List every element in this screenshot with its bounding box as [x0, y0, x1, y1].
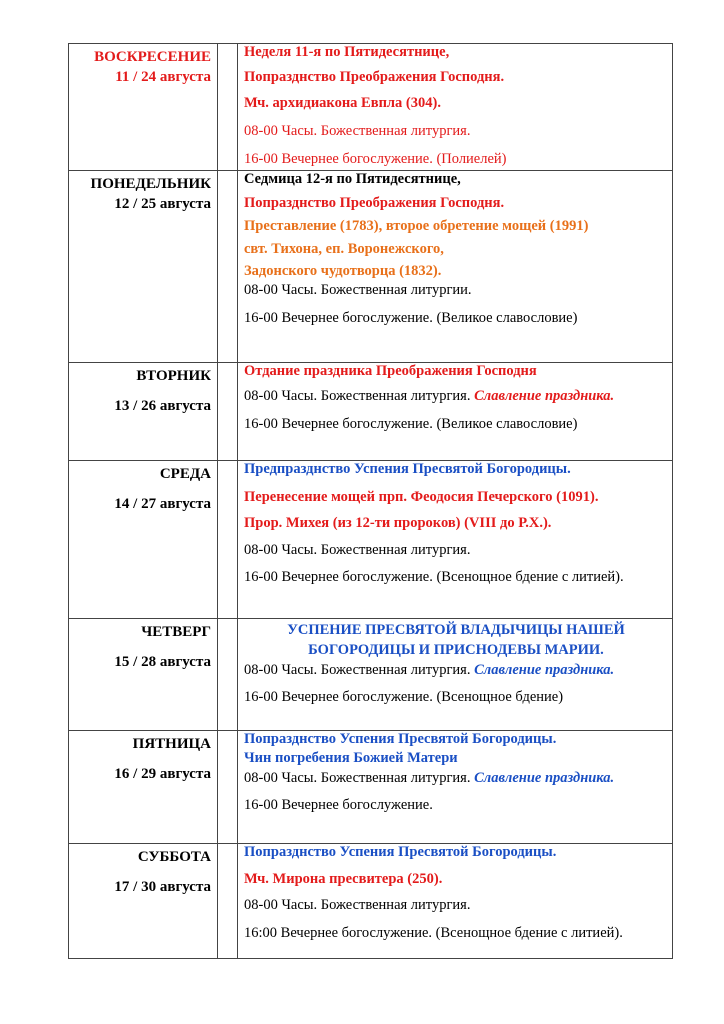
schedule-table — [68, 43, 673, 959]
service-text: свт. Тихона, еп. Воронежского, — [244, 241, 444, 257]
service-line — [244, 282, 668, 299]
service-line — [244, 218, 668, 235]
services-cell — [238, 844, 673, 959]
day-row — [69, 731, 673, 844]
day-cell — [69, 461, 218, 619]
day-date: 12 / 25 августа — [114, 196, 211, 212]
service-text: 08-00 Часы. Божественная литургии. — [244, 282, 472, 298]
spacer-cell — [218, 363, 238, 461]
day-row — [69, 171, 673, 363]
day-row — [69, 844, 673, 959]
service-text: БОГОРОДИЦЫ И ПРИСНОДЕВЫ МАРИИ. — [308, 642, 604, 658]
service-text: Седмица 12-я по Пятидесятнице, — [244, 171, 461, 187]
spacer-cell — [218, 731, 238, 844]
day-date: 14 / 27 августа — [114, 496, 211, 512]
services-cell — [238, 44, 673, 171]
service-text: 16-00 Вечернее богослужение. (Великое славословие) — [244, 416, 578, 432]
service-line — [244, 662, 668, 679]
service-text: 16-00 Вечернее богослужение. (Полиелей) — [244, 151, 507, 167]
service-line — [244, 171, 668, 188]
service-text: 16-00 Вечернее богослужение. (Всенощное бдение) — [244, 689, 564, 705]
service-text: УСПЕНИЕ ПРЕСВЯТОЙ ВЛАДЫЧИЦЫ НАШЕЙ — [287, 622, 625, 638]
service-text: Попразднство Преображения Господня. — [244, 195, 505, 211]
service-text: Отдание праздника Преображения Господня — [244, 363, 537, 379]
service-line — [244, 642, 668, 659]
day-date: 13 / 26 августа — [114, 398, 211, 414]
services-cell — [238, 619, 673, 731]
service-line — [244, 195, 668, 212]
service-line — [244, 95, 668, 112]
services-cell — [238, 363, 673, 461]
service-line — [244, 750, 668, 767]
service-text: 08-00 Часы. Божественная литургия. — [244, 542, 471, 558]
service-text: 08-00 Часы. Божественная литургия. — [244, 770, 475, 786]
service-text: Славление праздника. — [474, 388, 615, 404]
service-line — [244, 569, 668, 586]
day-name: ПОНЕДЕЛЬНИК — [90, 176, 211, 192]
day-date: 16 / 29 августа — [114, 766, 211, 782]
service-line — [244, 770, 668, 787]
spacer-cell — [218, 461, 238, 619]
service-text: Попразднство Успения Пресвятой Богородицы. — [244, 731, 557, 747]
service-line — [244, 69, 668, 86]
service-line — [244, 388, 668, 405]
service-line — [244, 515, 668, 532]
service-text: 16:00 Вечернее богослужение. (Всенощное бдение с литией). — [244, 925, 623, 941]
service-text: 08-00 Часы. Божественная литургия. — [244, 897, 471, 913]
day-cell — [69, 619, 218, 731]
service-text: 16-00 Вечернее богослужение. (Великое славословие) — [244, 310, 578, 326]
service-text: 16-00 Вечернее богослужение. — [244, 797, 433, 813]
day-name: ВОСКРЕСЕНИЕ — [94, 49, 211, 65]
services-cell — [238, 171, 673, 363]
service-text: Прор. Михея (из 12-ти пророков) (VIII до Р.Х.). — [244, 515, 552, 531]
day-cell — [69, 44, 218, 171]
day-name: СРЕДА — [159, 466, 211, 482]
service-line — [244, 897, 668, 914]
service-line — [244, 622, 668, 639]
day-cell — [69, 731, 218, 844]
service-line — [244, 689, 668, 706]
service-line — [244, 363, 668, 380]
service-line — [244, 123, 668, 140]
service-line — [244, 925, 668, 942]
day-row — [69, 461, 673, 619]
day-date: 11 / 24 августа — [115, 69, 211, 85]
day-row — [69, 619, 673, 731]
service-line — [244, 263, 668, 280]
day-row — [69, 363, 673, 461]
service-text: Мч. Мирона пресвитера (250). — [244, 871, 443, 887]
service-line — [244, 489, 668, 506]
service-text: Чин погребения Божией Матери — [244, 750, 458, 766]
day-cell — [69, 171, 218, 363]
service-text: Попразднство Преображения Господня. — [244, 69, 505, 85]
service-text: Славление праздника. — [474, 770, 615, 786]
service-text: Предпразднство Успения Пресвятой Богородицы. — [244, 461, 571, 477]
day-name: СУББОТА — [137, 849, 211, 865]
service-text: 08-00 Часы. Божественная литургия. — [244, 662, 475, 678]
day-cell — [69, 844, 218, 959]
service-line — [244, 310, 668, 327]
service-line — [244, 151, 668, 168]
service-line — [244, 44, 668, 61]
service-line — [244, 797, 668, 814]
service-line — [244, 844, 668, 861]
service-text: 08-00 Часы. Божественная литургия. — [244, 123, 471, 139]
spacer-cell — [218, 171, 238, 363]
service-line — [244, 241, 668, 258]
day-date: 15 / 28 августа — [114, 654, 211, 670]
service-text: Мч. архидиакона Евпла (304). — [244, 95, 441, 111]
service-text: Славление праздника. — [474, 662, 615, 678]
day-row — [69, 44, 673, 171]
service-text: Задонского чудотворца (1832). — [244, 263, 442, 279]
services-cell — [238, 461, 673, 619]
day-cell — [69, 363, 218, 461]
service-text: Перенесение мощей прп. Феодосия Печерского (1091). — [244, 489, 599, 505]
service-line — [244, 542, 668, 559]
service-text: Попразднство Успения Пресвятой Богородицы. — [244, 844, 557, 860]
service-text: Преставление (1783), второе обретение мощей (1991) — [244, 218, 589, 234]
schedule-body — [69, 44, 673, 959]
day-name: ПЯТНИЦА — [132, 736, 211, 752]
spacer-cell — [218, 44, 238, 171]
spacer-cell — [218, 619, 238, 731]
service-text: 08-00 Часы. Божественная литургия. — [244, 388, 475, 404]
services-cell — [238, 731, 673, 844]
day-name: ЧЕТВЕРГ — [141, 624, 211, 640]
service-line — [244, 731, 668, 748]
service-line — [244, 416, 668, 433]
day-name: ВТОРНИК — [136, 368, 211, 384]
service-text: 16-00 Вечернее богослужение. (Всенощное бдение с литией). — [244, 569, 624, 585]
service-line — [244, 461, 668, 478]
service-line — [244, 871, 668, 888]
day-date: 17 / 30 августа — [114, 879, 211, 895]
spacer-cell — [218, 844, 238, 959]
service-text: Неделя 11-я по Пятидесятнице, — [244, 44, 450, 60]
